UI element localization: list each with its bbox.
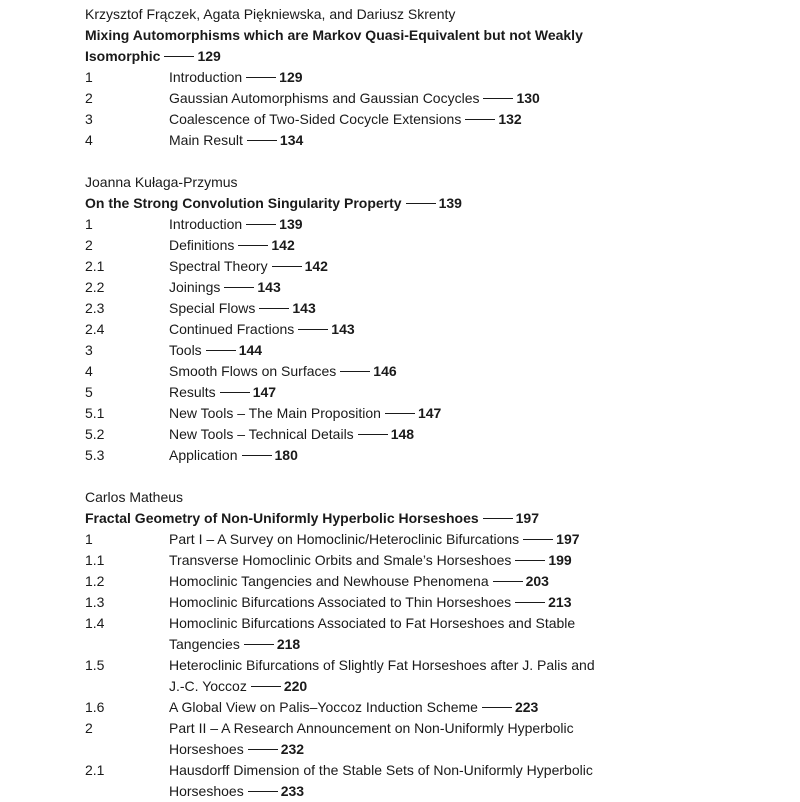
section-title [169, 718, 785, 760]
section-title-line [169, 634, 785, 655]
section-title [169, 88, 785, 109]
leader-dash [483, 98, 513, 99]
page-number: 147 [252, 384, 277, 400]
page-number: 129 [279, 69, 303, 85]
section-title-line [169, 655, 785, 676]
section-title-text: Spectral Theory [169, 258, 268, 274]
page-number: 213 [548, 594, 572, 610]
section-title-text: Homoclinic Bifurcations Associated to Fat Horseshoes and Stable [169, 615, 576, 631]
toc-entry[interactable] [85, 361, 785, 382]
section-title [169, 340, 785, 361]
section-number: 2 [85, 720, 93, 736]
section-title [169, 445, 785, 466]
leader-dash [246, 77, 276, 78]
chapter-title[interactable] [85, 193, 785, 214]
section-number: 1.1 [85, 552, 105, 568]
section-title-text: Tangencies [169, 636, 240, 652]
section-title-line [169, 760, 785, 781]
section-title-text: Horseshoes [169, 783, 244, 799]
page-number: 134 [279, 132, 304, 148]
section-title-text: A Global View on Palis–Yoccoz Induction Scheme [169, 699, 478, 715]
chapter-title-text: On the Strong Convolution Singularity Property [85, 195, 402, 211]
section-title-text: Transverse Homoclinic Orbits and Smale’s Horseshoes [169, 552, 512, 568]
section-title-text: Definitions [169, 237, 235, 253]
section-number: 1.5 [85, 657, 105, 673]
section-title-text: Tools [169, 342, 202, 358]
page-number: 144 [238, 342, 263, 358]
section-title-text: Gaussian Automorphisms and Gaussian Cocycles [169, 90, 480, 106]
page-number: 142 [271, 237, 295, 253]
section-title [169, 613, 785, 655]
leader-dash [385, 413, 415, 414]
page-number: 143 [331, 321, 355, 337]
section-gap [85, 466, 785, 487]
toc-entry[interactable] [85, 550, 785, 571]
section-title-line [169, 550, 785, 571]
page-number: 220 [283, 678, 308, 694]
section-title [169, 424, 785, 445]
page-number: 203 [525, 573, 549, 589]
section-title-text: J.-C. Yoccoz [169, 678, 247, 694]
chapter-author: Carlos Matheus [85, 489, 184, 505]
section-title [169, 256, 785, 277]
toc-entry[interactable] [85, 571, 785, 592]
section-number: 1.2 [85, 573, 105, 589]
page-number: 143 [292, 300, 316, 316]
section-title [169, 697, 785, 718]
section-title [169, 655, 785, 697]
section-number: 5.2 [85, 426, 105, 442]
section-title [169, 235, 785, 256]
chapter-author: Joanna Kułaga-Przymus [85, 174, 238, 190]
section-title-text: Part II – A Research Announcement on Non-Uniformly Hyperbolic [169, 720, 574, 736]
page-number: 233 [280, 783, 305, 799]
section-title [169, 361, 785, 382]
section-title-text: New Tools – Technical Details [169, 426, 354, 442]
leader-dash [515, 560, 545, 561]
leader-dash [238, 245, 268, 246]
chapter-title[interactable] [85, 46, 785, 67]
section-title [169, 319, 785, 340]
toc-entry[interactable] [85, 88, 785, 109]
section-title [169, 592, 785, 613]
section-title [169, 130, 785, 151]
section-title-line [169, 676, 785, 697]
section-number: 3 [85, 111, 93, 127]
leader-dash [259, 308, 289, 309]
section-title-line [169, 445, 785, 466]
toc-entry[interactable] [85, 298, 785, 319]
page-number: 147 [417, 405, 442, 421]
leader-dash [247, 140, 277, 141]
leader-dash [248, 791, 278, 792]
section-title-text: Main Result [169, 132, 243, 148]
section-title-text: Horseshoes [169, 741, 244, 757]
section-title-line [169, 403, 785, 424]
toc-entry[interactable] [85, 214, 785, 235]
leader-dash [493, 581, 523, 582]
section-title-line [169, 571, 785, 592]
page-number: 232 [280, 741, 305, 757]
section-title [169, 403, 785, 424]
section-title [169, 109, 785, 130]
section-number: 4 [85, 363, 93, 379]
section-title-text: Continued Fractions [169, 321, 295, 337]
section-title [169, 529, 785, 550]
section-title-line [169, 592, 785, 613]
section-title [169, 298, 785, 319]
chapter-title[interactable] [85, 25, 785, 46]
section-title-line [169, 319, 785, 340]
toc-entry[interactable] [85, 340, 785, 361]
leader-dash [224, 287, 254, 288]
table-of-contents [85, 4, 785, 802]
toc-entry[interactable] [85, 718, 785, 760]
chapter-title[interactable] [85, 508, 785, 529]
section-title [169, 571, 785, 592]
section-title-line [169, 424, 785, 445]
leader-dash [206, 350, 236, 351]
toc-entry[interactable] [85, 235, 785, 256]
leader-dash [482, 707, 512, 708]
section-title-text: Application [169, 447, 238, 463]
section-title-text: Special Flows [169, 300, 256, 316]
page-number: 197 [556, 531, 580, 547]
leader-dash [406, 203, 436, 204]
page-number: 139 [438, 195, 462, 211]
page-number: 129 [197, 48, 221, 64]
section-title-text: Smooth Flows on Surfaces [169, 363, 337, 379]
section-number: 1.3 [85, 594, 105, 610]
section-title-text: Homoclinic Tangencies and Newhouse Phenomena [169, 573, 489, 589]
section-title [169, 67, 785, 88]
toc-entry[interactable] [85, 319, 785, 340]
section-title-line [169, 361, 785, 382]
section-title-text: Joinings [169, 279, 221, 295]
leader-dash [465, 119, 495, 120]
chapter-author: Krzysztof Frączek, Agata Piękniewska, and Dariusz Skrenty [85, 6, 456, 22]
section-number: 2.1 [85, 258, 105, 274]
section-title-line [169, 340, 785, 361]
section-number: 1.4 [85, 615, 105, 631]
section-title [169, 550, 785, 571]
section-title-line [169, 298, 785, 319]
section-title [169, 382, 785, 403]
section-title-line [169, 613, 785, 634]
leader-dash [298, 329, 328, 330]
section-title-line [169, 529, 785, 550]
section-number: 2.1 [85, 762, 105, 778]
toc-entry[interactable] [85, 655, 785, 697]
toc-entry[interactable] [85, 613, 785, 655]
toc-entry[interactable] [85, 424, 785, 445]
page-number: 130 [516, 90, 540, 106]
section-title-line [169, 781, 785, 802]
toc-entry[interactable] [85, 130, 785, 151]
section-title-text: Results [169, 384, 216, 400]
section-number: 2.3 [85, 300, 105, 316]
section-gap [85, 151, 785, 172]
toc-entry[interactable] [85, 529, 785, 550]
toc-entry[interactable] [85, 592, 785, 613]
section-title-text: Heteroclinic Bifurcations of Slightly Fat Horseshoes after J. Palis and [169, 657, 595, 673]
section-number: 1 [85, 531, 93, 547]
section-number: 5.1 [85, 405, 105, 421]
section-number: 2 [85, 237, 93, 253]
section-title-line [169, 277, 785, 298]
section-title-line [169, 67, 785, 88]
toc-entry[interactable] [85, 382, 785, 403]
section-title [169, 277, 785, 298]
section-title-line [169, 214, 785, 235]
page-number: 143 [257, 279, 281, 295]
chapter-title-text: Fractal Geometry of Non-Uniformly Hyperbolic Horseshoes [85, 510, 479, 526]
section-number: 3 [85, 342, 93, 358]
chapter-title-text: Isomorphic [85, 48, 161, 64]
section-title-text: Part I – A Survey on Homoclinic/Heteroclinic Bifurcations [169, 531, 520, 547]
page-number: 148 [390, 426, 415, 442]
section-title-text: Introduction [169, 216, 243, 232]
section-title-line [169, 256, 785, 277]
chapter-title-text: Mixing Automorphisms which are Markov Quasi-Equivalent but not Weakly [85, 27, 583, 43]
leader-dash [340, 371, 370, 372]
section-number: 1.6 [85, 699, 105, 715]
page-number: 139 [279, 216, 303, 232]
section-number: 1 [85, 69, 93, 85]
leader-dash [244, 644, 274, 645]
leader-dash [246, 224, 276, 225]
section-number: 1 [85, 216, 93, 232]
toc-entry[interactable] [85, 697, 785, 718]
section-title-text: Introduction [169, 69, 243, 85]
section-title-text: Hausdorff Dimension of the Stable Sets of Non-Uniformly Hyperbolic [169, 762, 593, 778]
leader-dash [523, 539, 553, 540]
toc-entry[interactable] [85, 403, 785, 424]
section-title-line [169, 109, 785, 130]
toc-entry[interactable] [85, 277, 785, 298]
section-title-text: Coalescence of Two-Sided Cocycle Extensions [169, 111, 462, 127]
leader-dash [220, 392, 250, 393]
section-title-line [169, 235, 785, 256]
section-title [169, 214, 785, 235]
leader-dash [251, 686, 281, 687]
page-number: 223 [514, 699, 539, 715]
section-number: 5.3 [85, 447, 105, 463]
toc-entry[interactable] [85, 67, 785, 88]
toc-entry[interactable] [85, 109, 785, 130]
leader-dash [248, 749, 278, 750]
section-title-line [169, 697, 785, 718]
toc-entry[interactable] [85, 760, 785, 802]
page-number: 218 [276, 636, 301, 652]
toc-entry[interactable] [85, 445, 785, 466]
page-number: 132 [498, 111, 522, 127]
section-title-line [169, 718, 785, 739]
section-title [169, 760, 785, 802]
section-title-text: Homoclinic Bifurcations Associated to Thin Horseshoes [169, 594, 512, 610]
leader-dash [242, 455, 272, 456]
page-number: 142 [304, 258, 328, 274]
toc-entry[interactable] [85, 256, 785, 277]
section-title-line [169, 739, 785, 760]
section-number: 2.2 [85, 279, 105, 295]
leader-dash [272, 266, 302, 267]
leader-dash [358, 434, 388, 435]
section-number: 5 [85, 384, 93, 400]
section-number: 2.4 [85, 321, 105, 337]
page-number: 199 [548, 552, 572, 568]
page-number: 180 [274, 447, 298, 463]
page-number: 146 [373, 363, 397, 379]
section-title-text: New Tools – The Main Proposition [169, 405, 381, 421]
page-number: 197 [515, 510, 539, 526]
section-title-line [169, 88, 785, 109]
section-title-line [169, 130, 785, 151]
leader-dash [483, 518, 513, 519]
leader-dash [515, 602, 545, 603]
section-number: 4 [85, 132, 93, 148]
leader-dash [164, 56, 194, 57]
section-title-line [169, 382, 785, 403]
section-number: 2 [85, 90, 93, 106]
